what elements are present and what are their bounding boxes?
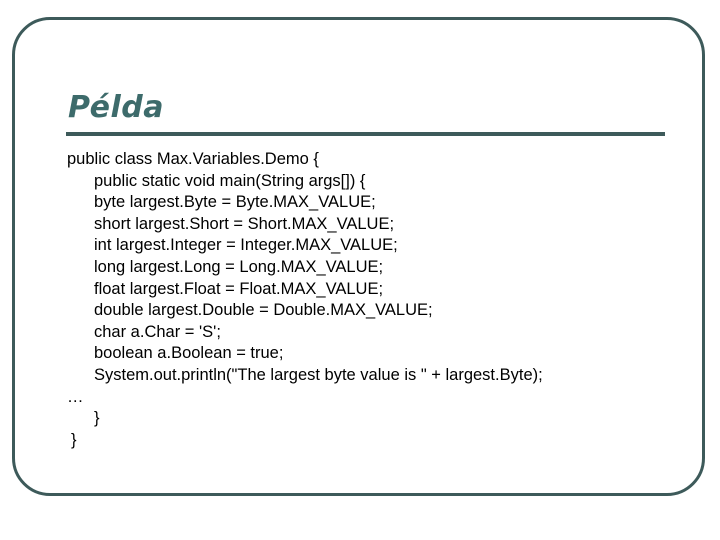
code-line-char: char a.Char = 'S';	[94, 322, 221, 341]
code-line-double: double largest.Double = Double.MAX_VALUE;	[94, 301, 433, 320]
code-line-boolean: boolean a.Boolean = true;	[94, 344, 284, 363]
title-underline	[66, 132, 665, 136]
code-line-int: int largest.Integer = Integer.MAX_VALUE;	[94, 236, 398, 255]
code-line-close-class: }	[71, 430, 77, 449]
slide-title: Példa	[68, 90, 165, 125]
code-line-byte: byte largest.Byte = Byte.MAX_VALUE;	[94, 193, 376, 212]
code-line-println: System.out.println("The largest byte value is " + largest.Byte);	[94, 365, 543, 384]
code-line-class-declaration: public class Max.Variables.Demo {	[67, 150, 319, 168]
code-line-ellipsis: …	[67, 387, 84, 406]
code-line-float: float largest.Float = Float.MAX_VALUE;	[94, 279, 384, 298]
code-line-long: long largest.Long = Long.MAX_VALUE;	[94, 257, 384, 276]
code-line-main-method: public static void main(String args[]) {	[94, 171, 366, 190]
code-line-close-method: }	[94, 409, 100, 428]
code-block	[67, 149, 543, 451]
code-line-short: short largest.Short = Short.MAX_VALUE;	[94, 214, 395, 233]
